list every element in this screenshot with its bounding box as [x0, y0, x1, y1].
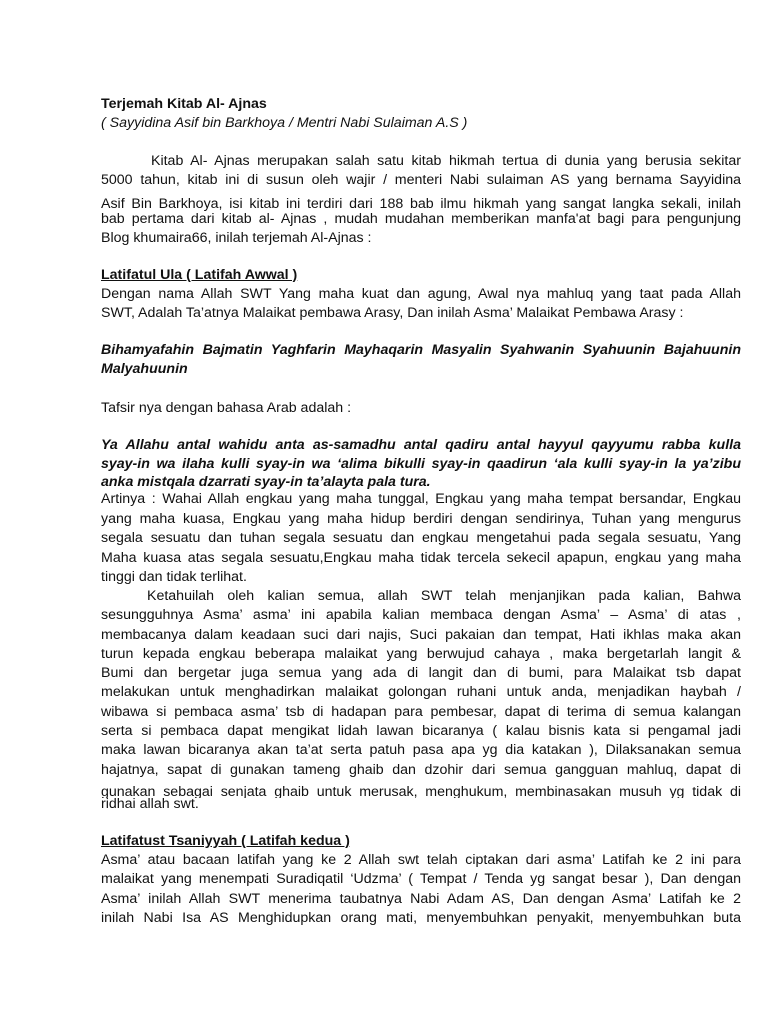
- document-subtitle: ( Sayyidina Asif bin Barkhoya / Mentri Nabi Sulaiman A.S ): [101, 115, 468, 131]
- intro-line: Kitab Al- Ajnas merupakan salah satu kitab hikmah tertua di dunia yang berusia sekitar: [151, 153, 741, 169]
- artinya-line: segala sesuatu dan tuhan segala sesuatu dan engkau mengetahui pada segala sesuatu, Yang: [101, 530, 741, 547]
- section-heading-latifah-awwal: Latifatul Ula ( Latifah Awwal ): [101, 267, 298, 283]
- artinya-paragraph: [101, 490, 741, 588]
- intro-line: bab pertama dari kitab al- Ajnas , mudah mudahan memberikan manfa'at bagi para pengunjung: [101, 212, 741, 227]
- keterangan-line: sesungguhnya Asma’ asma’ ini apabila kalian membaca dengan Asma’ – Asma’ di atas ,: [101, 607, 741, 624]
- keterangan-line: ridhai allah swt.: [101, 798, 199, 810]
- asma-text: [101, 341, 741, 379]
- section2-line: inilah Nabi Isa AS Menghidupkan orang mati, menyembuhkan penyakit, menyembuhkan buta: [101, 909, 741, 926]
- keterangan-line: serta si pembaca dapat mengikat lidah lawan bicaranya ( kalau bisnis kata si pengamal jadi: [101, 723, 741, 740]
- artinya-line: Maha kuasa atas segala sesuatu,Engkau maha tidak tercela sekecil apapun, engkau yang maha: [101, 549, 741, 566]
- keterangan-line: Ketahuilah oleh kalian semua, allah SWT telah menjanjikan pada kalian, Bahwa: [147, 588, 741, 604]
- arab-line: syay-in wa ilaha kulli syay-in wa ‘alima bikulli syay-in qaadirun ‘ala kulli syay-in la ya’zibu: [101, 456, 741, 472]
- artinya-line: yang maha kuasa, Engkau yang maha hidup berdiri dengan sendirinya, Tuhan yang mengurus: [101, 510, 741, 527]
- artinya-line: Artinya : Wahai Allah engkau yang maha tunggal, Engkau yang maha tempat bersandar, Engkau: [101, 491, 741, 507]
- asma-line: Malyahuunin: [101, 361, 188, 377]
- section1-line: SWT, Adalah Ta’atnya Malaikat pembawa Arasy, Dan inilah Asma’ Malaikat Pembawa Arasy :: [101, 305, 684, 321]
- arab-line: anka mistqala dzarrati syay-in ta’alayta pala tura.: [101, 474, 431, 490]
- intro-paragraph-cont: [101, 197, 741, 227]
- intro-line: Blog khumaira66, inilah terjemah Al-Ajnas :: [101, 230, 372, 246]
- section-heading-latifah-kedua: Latifatust Tsaniyyah ( Latifah kedua ): [101, 833, 350, 849]
- keterangan-paragraph: [101, 587, 741, 780]
- keterangan-paragraph-end: [101, 786, 741, 810]
- section2-paragraph: [101, 851, 741, 928]
- keterangan-line: wibawa si pembaca asma’ tsb di hadapan para pembesar, dapat di terima di semua kalangan: [101, 703, 741, 720]
- section1-line: Dengan nama Allah SWT Yang maha kuat dan agung, Awal nya mahluq yang taat pada Allah: [101, 286, 741, 302]
- keterangan-line: hajatnya, sapat di gunakan tameng ghaib dan dzohir dari semua gangguan mahluq, dapat di: [101, 761, 741, 778]
- keterangan-line: Bumi dan bergetar juga semua yang ada di langit dan di bumi, para Malaikat tsb dapat: [101, 665, 741, 682]
- arab-text: [101, 436, 741, 490]
- section2-line: malaikat yang menempati Suradiqatil ‘Udzma’ ( Tempat / Tenda yg sangat besar ), Dan dengan: [101, 871, 741, 888]
- intro-line: Asif Bin Barkhoya, isi kitab ini terdiri dari 188 bab ilmu hikmah yang sangat langka sekali, inilah: [101, 197, 741, 212]
- intro-paragraph: [101, 152, 741, 190]
- section2-line: Asma’ inilah Allah SWT menerima taubatnya Nabi Adam AS, Dan dengan Asma’ Latifah ke 2: [101, 890, 741, 907]
- intro-line: 5000 tahun, kitab ini di susun oleh wajir / menteri Nabi sulaiman AS yang bernama Sayyidina: [101, 172, 741, 188]
- tafsir-label: Tafsir nya dengan bahasa Arab adalah :: [101, 400, 352, 416]
- document-title: Terjemah Kitab Al- Ajnas: [101, 96, 267, 112]
- keterangan-line: melakukan untuk menghadirkan malaikat golongan ruhani untuk anda, menjadikan haybah /: [101, 684, 741, 701]
- intro-paragraph-end: [101, 229, 741, 248]
- arab-line: Ya Allahu antal wahidu anta as-samadhu antal qadiru antal hayyul qayyumu rabba kulla: [101, 437, 741, 453]
- keterangan-line: membacanya dalam keadaan suci dari najis, Suci pakaian dan tempat, Hati ikhlas maka akan: [101, 626, 741, 643]
- section1-paragraph: [101, 285, 741, 323]
- asma-line: Bihamyafahin Bajmatin Yaghfarin Mayhaqarin Masyalin Syahwanin Syahuunin Bajahuunin: [101, 342, 741, 358]
- keterangan-line: gunakan sebagai senjata ghaib untuk merusak, menghukum, membinasakan musuh yg tidak di: [101, 786, 741, 798]
- section2-line: Asma’ atau bacaan latifah yang ke 2 Allah swt telah ciptakan dari asma’ Latifah ke 2 ini para: [101, 852, 741, 868]
- artinya-line: tinggi dan tidak terlihat.: [101, 569, 247, 586]
- keterangan-line: maka lawan bicaranya akan ta’at serta patuh pasa apa yg dia katakan ), Dilaksanakan semua: [101, 742, 741, 759]
- keterangan-line: turun kepada engkau beberapa malaikat yang berwujud cahaya , maka bergetarlah langit &: [101, 645, 741, 662]
